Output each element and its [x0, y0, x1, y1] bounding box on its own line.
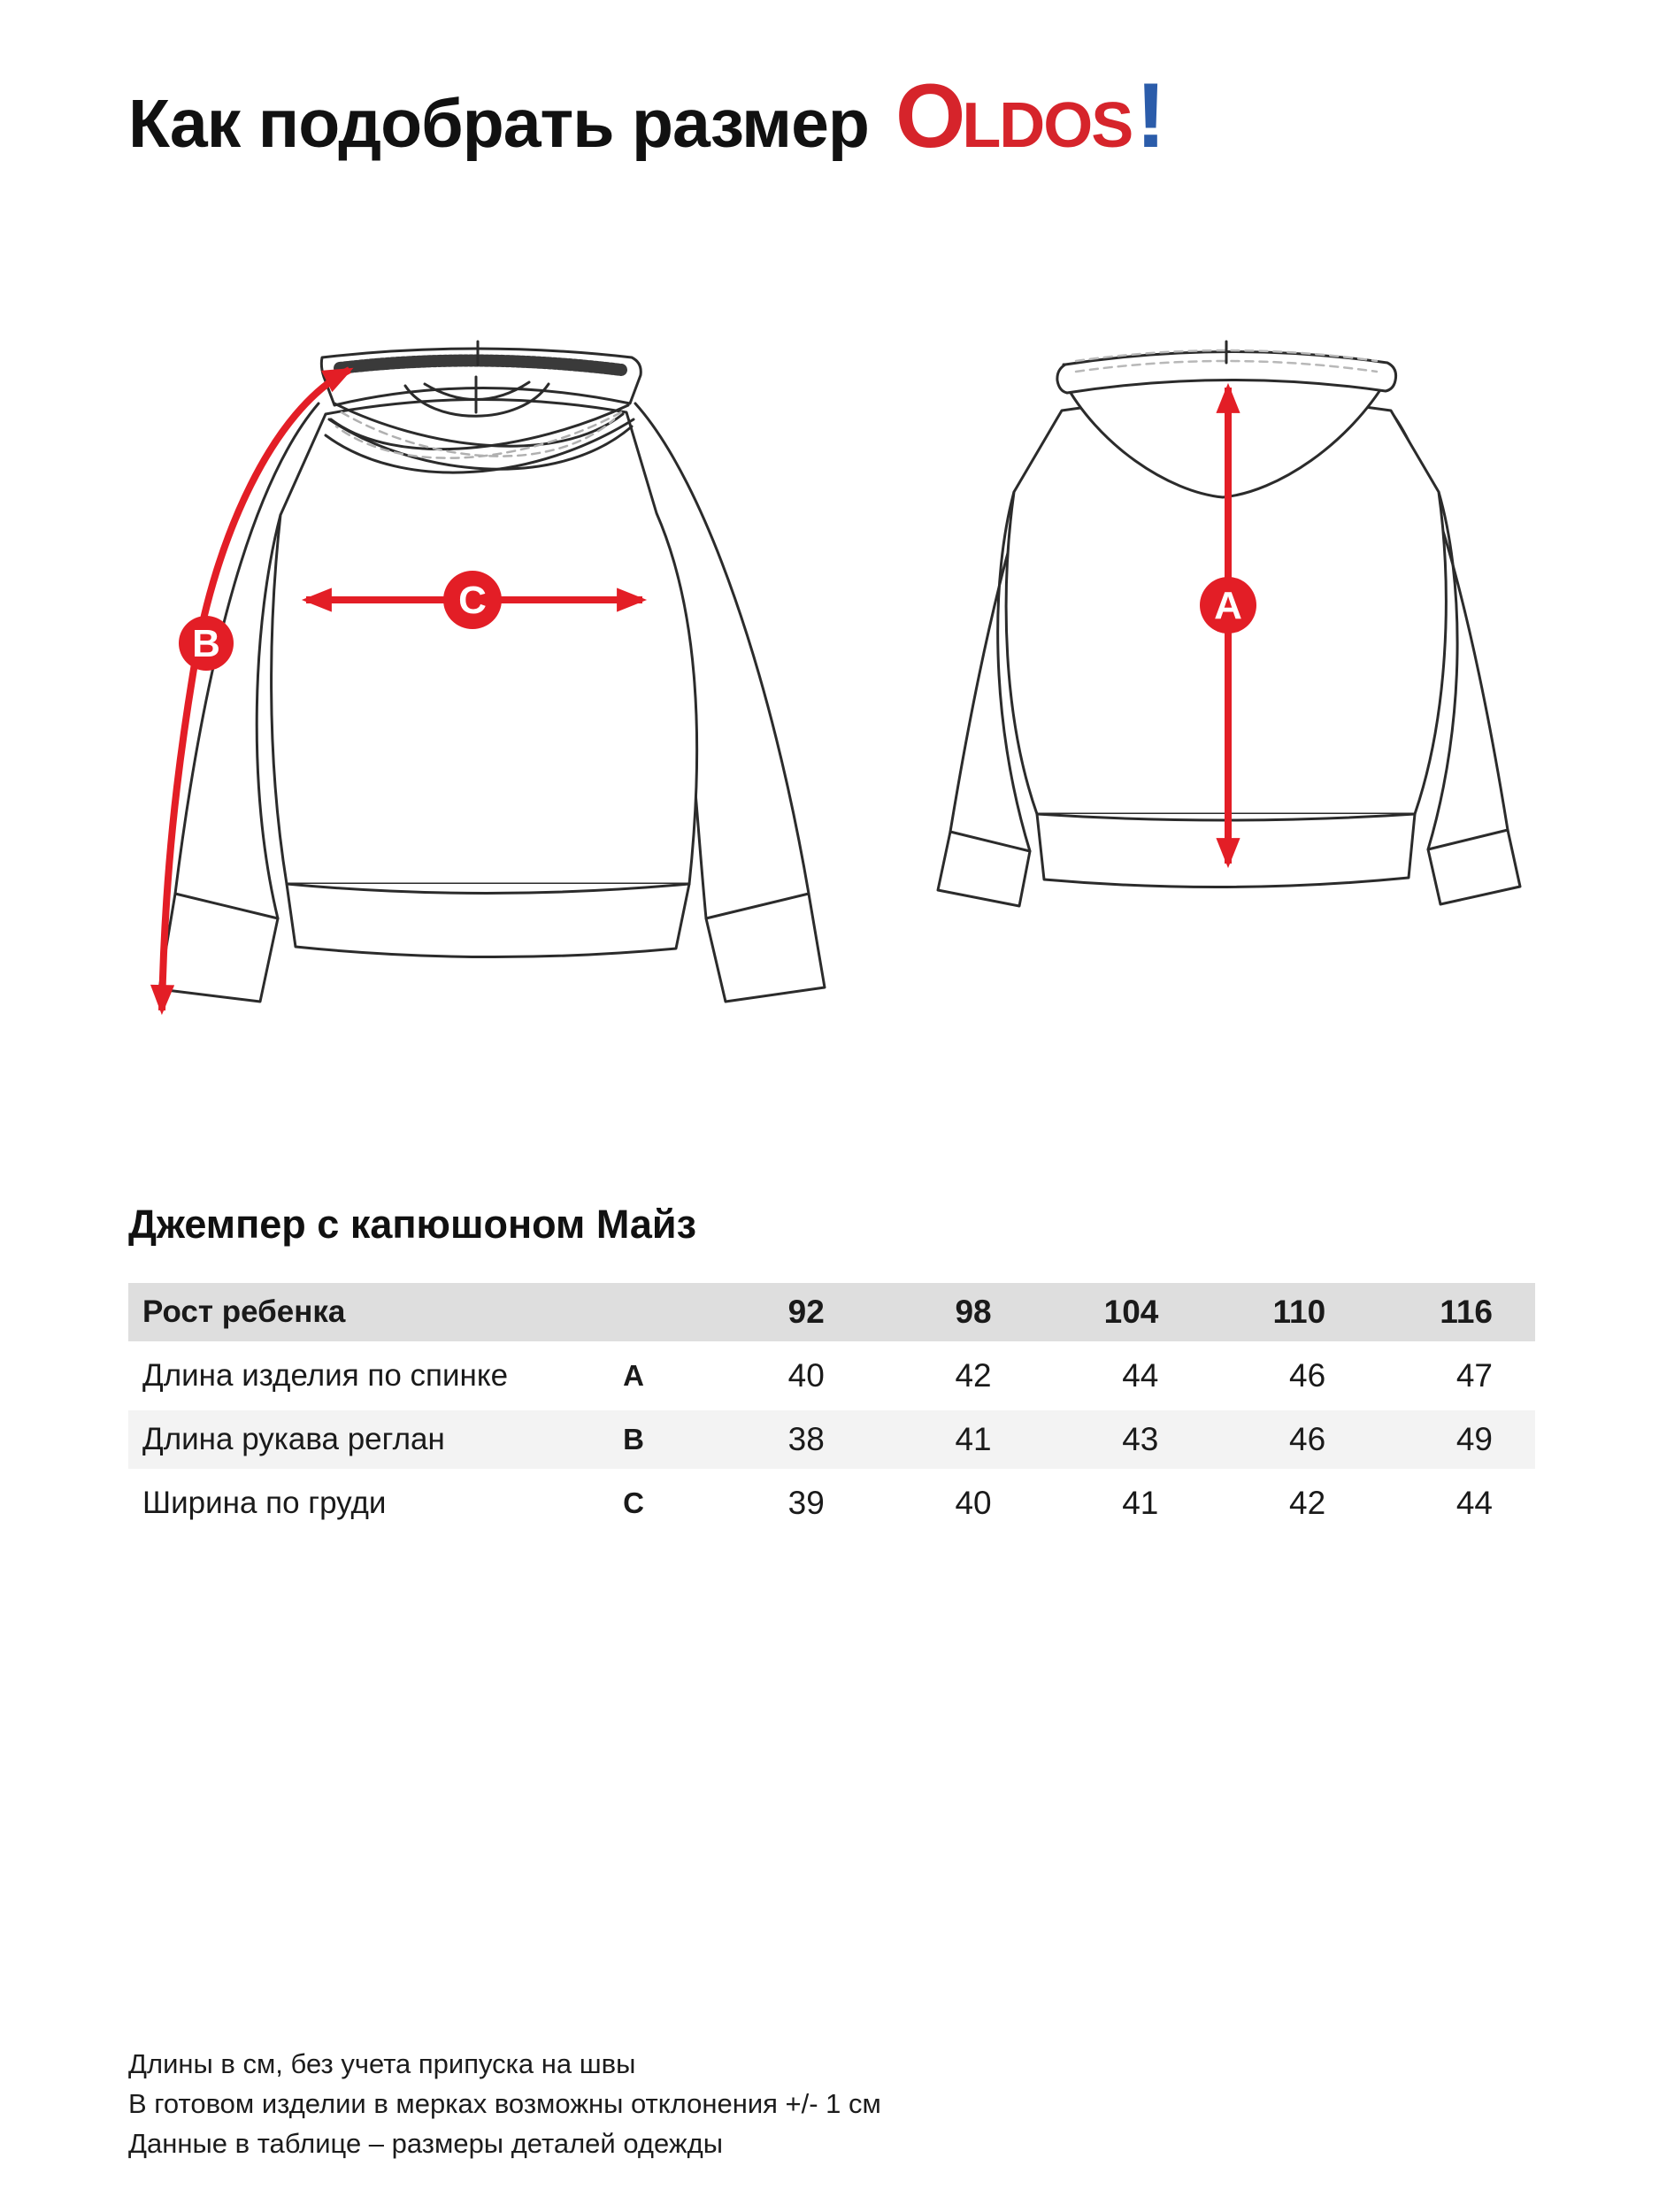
- header-size: 98: [955, 1294, 992, 1330]
- row-value: 40: [955, 1485, 992, 1521]
- hoodie-front-sketch: [113, 327, 839, 1031]
- row-label: Длина рукава реглан: [142, 1422, 445, 1456]
- measure-label-b: B: [192, 622, 220, 665]
- size-table: [128, 1283, 1535, 1538]
- logo-letters-ldos: LDOS: [962, 90, 1133, 161]
- row-value: 47: [1455, 1357, 1493, 1394]
- row-value: 42: [955, 1357, 992, 1394]
- table-header-row: [128, 1283, 1535, 1341]
- back-left-cuff: [938, 832, 1030, 906]
- header-size: 104: [1103, 1294, 1159, 1330]
- footnote-line: В готовом изделии в мерках возможны отклонения +/- 1 см: [128, 2088, 881, 2119]
- logo-exclamation: !: [1135, 65, 1166, 167]
- back-right-cuff: [1428, 830, 1520, 904]
- row-letter: A: [623, 1359, 644, 1392]
- row-value: 43: [1122, 1421, 1159, 1457]
- page-title: Как подобрать размер: [128, 86, 869, 162]
- row-value: 49: [1455, 1421, 1493, 1457]
- product-name: Джемпер с капюшоном Майз: [128, 1202, 696, 1247]
- row-value: 42: [1289, 1485, 1326, 1521]
- row-value: 46: [1289, 1421, 1326, 1457]
- footnotes: [128, 2044, 881, 2163]
- row-value: 44: [1122, 1357, 1159, 1394]
- row-label: Длина изделия по спинке: [142, 1358, 509, 1393]
- header-size: 116: [1440, 1294, 1493, 1330]
- row-label: Ширина по груди: [142, 1486, 387, 1520]
- measure-label-c: C: [458, 579, 487, 622]
- row-value: 44: [1455, 1485, 1493, 1521]
- table-row: [128, 1410, 1535, 1469]
- row-value: 46: [1289, 1357, 1326, 1394]
- row-value: 41: [1122, 1485, 1159, 1521]
- row-value: 41: [955, 1421, 992, 1457]
- footnote-line: Данные в таблице – размеры деталей одежды: [128, 2128, 723, 2159]
- oldos-logo: [895, 64, 1166, 169]
- measure-label-a: A: [1214, 584, 1242, 627]
- table-row: [128, 1341, 1535, 1410]
- row-value: 39: [787, 1485, 825, 1521]
- page-header: [128, 64, 1166, 169]
- front-right-cuff: [706, 894, 825, 1002]
- header-size: 92: [787, 1294, 825, 1330]
- hoodie-back-sketch: [911, 329, 1548, 984]
- footnote-line: Длины в см, без учета припуска на швы: [128, 2048, 636, 2079]
- row-letter: C: [623, 1486, 644, 1519]
- logo-letter-o: O: [895, 65, 963, 166]
- row-value: 40: [787, 1357, 825, 1394]
- table-row: [128, 1469, 1535, 1538]
- front-hem-band: [287, 884, 689, 957]
- row-value: 38: [787, 1421, 825, 1457]
- front-left-cuff: [159, 894, 278, 1002]
- row-letter: B: [623, 1423, 644, 1455]
- header-size: 110: [1272, 1294, 1326, 1330]
- header-label: Рост ребенка: [142, 1294, 346, 1329]
